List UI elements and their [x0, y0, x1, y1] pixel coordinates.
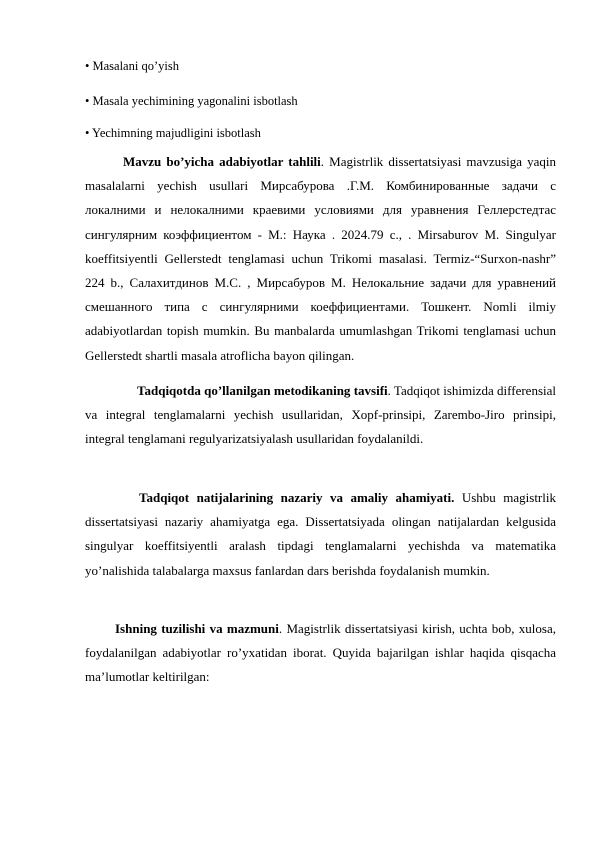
bullet-item: • Yechimning majudligini isbotlash	[85, 126, 261, 140]
paragraph-body: . Magistrlik dissertatsiyasi mavzusiga yaqin masalalarni yechish usullari Мирсабурова .Г.М. Комбинированные задачи с локалними и нелокалними краевими условиями для уравнения Геллерстедтас сингулярним коэффициентом - М.: Наука . 2024.79 с., . Mirsaburov M. Singulyar koeffitsiyentli Gellerstedt tenglamasi uchun Trikomi masalasi. Termiz-“Surxon-nashr” 224 b., Салахитдинов М.С. , Мирсабуров М. Нелокальние задачи для уравнений смешанного типа с сингулярними коеффициентами. Тошкент. Nomli ilmiy adabiyotlardan topish mumkin. Bu manbalarda umumlashgan Trikomi tenglamasi uchun Gellerstedt shartli masala atroflicha bayon qilingan.	[85, 154, 557, 363]
paragraph-heading: Tadqiqot natijalarining nazariy va amaliy ahamiyati.	[139, 490, 455, 505]
paragraph-body: Ushbu magistrlik dissertatsiyasi nazariy ahamiyatga ega. Dissertatsiyada olingan natijalardan kelgusida singulyar koeffitsiyentli aralash tipdagi tenglamalarni yechishda va matematika yo’nalishida talabalarga maxsus fanlardan dars berishda foydalanish mumkin.	[85, 490, 556, 578]
paragraph-heading: Tadqiqotda qo’llanilgan metodikaning tavsifi	[137, 383, 388, 398]
paragraph-heading: Ishning tuzilishi va mazmuni	[115, 621, 279, 636]
significance-paragraph	[85, 486, 556, 583]
paragraph-body: . Magistrlik dissertatsiyasi kirish, uchta bob, xulosa, foydalanilgan adabiyotlar ro’yxatidan iborat. Quyida bajarilgan ishlar haqida qisqacha ma’lumotlar keltirilgan:	[85, 621, 556, 685]
paragraph-body: . Tadqiqot ishimizda differensial va integral tenglamalarni yechish usullaridan, Xopf-prinsipi, Zarembo-Jiro prinsipi, integral tenglamani regulyarizatsiyalash usullaridan foydalanildi.	[85, 383, 556, 447]
paragraph-heading: Mavzu bo’yicha adabiyotlar tahlili	[123, 154, 321, 169]
bullet-item: • Masala yechimining yagonalini isbotlash	[85, 94, 298, 108]
literature-review-paragraph	[85, 150, 556, 368]
methodology-paragraph	[85, 379, 556, 452]
structure-paragraph	[85, 617, 556, 690]
bullet-item: • Masalani qo’yish	[85, 59, 179, 73]
